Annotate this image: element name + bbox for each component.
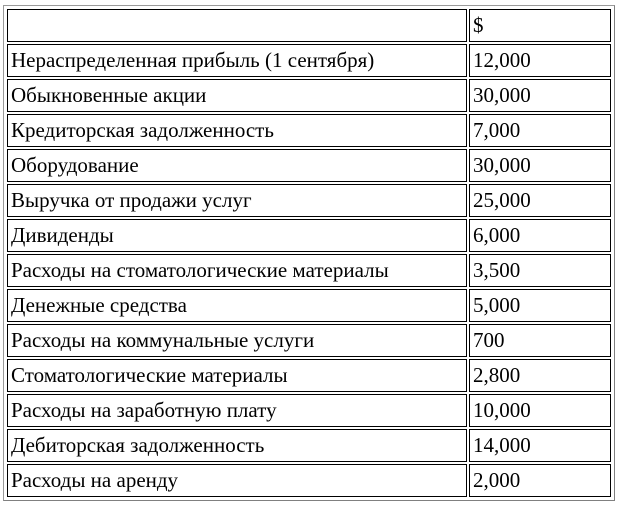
- account-amount-cell: 2,000: [469, 464, 611, 497]
- account-amount-cell: 14,000: [469, 429, 611, 462]
- account-name-cell: Стоматологические материалы: [7, 359, 467, 392]
- table-row: [7, 359, 611, 392]
- account-name-cell: Оборудование: [7, 149, 467, 182]
- account-amount-cell: 12,000: [469, 44, 611, 77]
- table-row: [7, 44, 611, 77]
- table-row: [7, 219, 611, 252]
- account-name-cell: Расходы на коммунальные услуги: [7, 324, 467, 357]
- table-body: [7, 9, 611, 497]
- account-amount-cell: 10,000: [469, 394, 611, 427]
- table-row: [7, 79, 611, 112]
- table-row: [7, 149, 611, 182]
- account-amount-cell: 2,800: [469, 359, 611, 392]
- account-name-cell: Денежные средства: [7, 289, 467, 322]
- account-name-cell: Расходы на стоматологические материалы: [7, 254, 467, 287]
- account-amount-cell: 30,000: [469, 149, 611, 182]
- account-name-cell: Расходы на аренду: [7, 464, 467, 497]
- table-row: [7, 464, 611, 497]
- account-amount-cell: 700: [469, 324, 611, 357]
- account-amount-cell: 5,000: [469, 289, 611, 322]
- account-name-cell: Нераспределенная прибыль (1 сентября): [7, 44, 467, 77]
- account-amount-cell: 25,000: [469, 184, 611, 217]
- table-row: [7, 324, 611, 357]
- account-balances-table: [5, 7, 613, 499]
- account-amount-cell: 6,000: [469, 219, 611, 252]
- account-name-cell: Дивиденды: [7, 219, 467, 252]
- account-table-frame: [3, 5, 615, 501]
- table-row: [7, 289, 611, 322]
- table-row: [7, 254, 611, 287]
- table-row: [7, 394, 611, 427]
- header-amount-cell: $: [469, 9, 611, 42]
- account-name-cell: Обыкновенные акции: [7, 79, 467, 112]
- account-name-cell: Кредиторская задолженность: [7, 114, 467, 147]
- account-amount-cell: 30,000: [469, 79, 611, 112]
- table-row: [7, 114, 611, 147]
- table-row: [7, 184, 611, 217]
- account-name-cell: Выручка от продажи услуг: [7, 184, 467, 217]
- account-amount-cell: 7,000: [469, 114, 611, 147]
- table-header-row: [7, 9, 611, 42]
- table-row: [7, 429, 611, 462]
- account-amount-cell: 3,500: [469, 254, 611, 287]
- account-name-cell: Дебиторская задолженность: [7, 429, 467, 462]
- account-name-cell: Расходы на заработную плату: [7, 394, 467, 427]
- header-name-cell: [7, 9, 467, 42]
